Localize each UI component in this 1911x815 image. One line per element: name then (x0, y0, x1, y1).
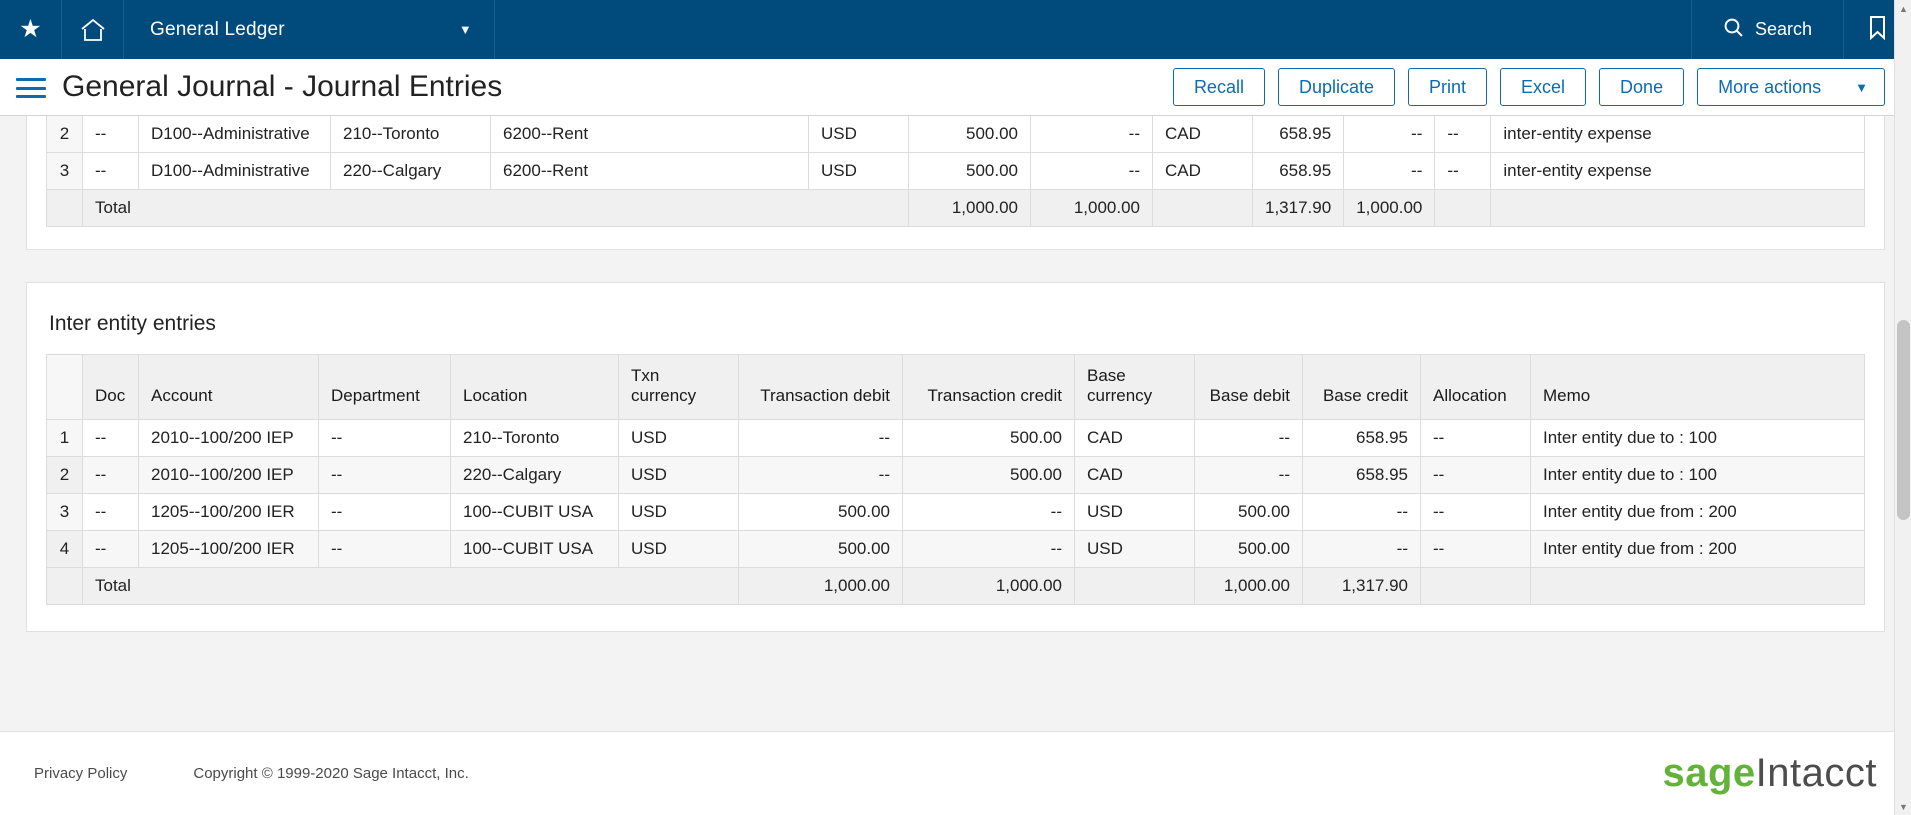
chevron-down-icon: ▼ (1855, 79, 1868, 95)
cell-base-currency[interactable]: CAD (1153, 153, 1253, 190)
table-row[interactable] (47, 419, 1865, 456)
module-selector[interactable] (124, 0, 495, 59)
cell-base-currency[interactable]: USD (1075, 493, 1195, 530)
sage-intacct-logo (1662, 751, 1877, 796)
cell-allocation[interactable]: -- (1421, 419, 1531, 456)
list-menu-icon-bar (16, 95, 46, 98)
row-number: 2 (47, 116, 83, 153)
cell-base-currency[interactable]: CAD (1153, 116, 1253, 153)
cell-account[interactable]: 6200--Rent (491, 153, 809, 190)
table-row[interactable] (47, 530, 1865, 567)
total-base-debit: 1,000.00 (1195, 567, 1303, 604)
page-scrollbar[interactable] (1894, 0, 1911, 815)
cell-account[interactable]: 6200--Rent (491, 116, 809, 153)
total-base-credit: 1,317.90 (1303, 567, 1421, 604)
scroll-up-icon[interactable]: ▲ (1899, 3, 1908, 14)
topnav-spacer (495, 0, 1691, 59)
cell-doc[interactable]: -- (83, 419, 139, 456)
cell-txn-credit[interactable]: -- (1031, 153, 1153, 190)
table-row[interactable] (47, 116, 1865, 153)
header-transaction-debit[interactable]: Transaction debit (739, 355, 903, 420)
total-memo-spacer (1531, 567, 1865, 604)
total-txn-credit: 1,000.00 (903, 567, 1075, 604)
cell-base-debit[interactable]: 658.95 (1253, 153, 1344, 190)
inter-entity-section-title: Inter entity entries (49, 312, 216, 335)
cell-location[interactable]: 100--CUBIT USA (451, 530, 619, 567)
row-number: 3 (47, 493, 83, 530)
cell-account[interactable]: 2010--100/200 IEP (139, 456, 319, 493)
more-actions-button[interactable] (1697, 68, 1885, 106)
cell-memo[interactable]: Inter entity due to : 100 (1531, 419, 1865, 456)
total-base-currency-spacer (1153, 190, 1253, 227)
table-total-row (47, 567, 1865, 604)
home-icon (79, 17, 107, 43)
header-allocation[interactable]: Allocation (1421, 355, 1531, 420)
total-memo-spacer (1491, 190, 1865, 227)
row-number: 3 (47, 153, 83, 190)
total-label: Total (83, 190, 909, 227)
cell-location[interactable]: 220--Calgary (451, 456, 619, 493)
cell-department[interactable]: D100--Administrative (139, 116, 331, 153)
cell-base-debit[interactable]: 500.00 (1195, 493, 1303, 530)
recall-button[interactable]: Recall (1173, 68, 1265, 106)
cell-doc[interactable]: -- (83, 153, 139, 190)
journal-entries-card (26, 116, 1885, 250)
cell-txn-currency[interactable]: USD (619, 493, 739, 530)
cell-doc[interactable]: -- (83, 530, 139, 567)
cell-base-currency[interactable]: USD (1075, 530, 1195, 567)
cell-memo[interactable]: inter-entity expense (1491, 153, 1865, 190)
page-title: General Journal - Journal Entries (62, 70, 503, 103)
cell-allocation[interactable]: -- (1435, 153, 1491, 190)
table-header-row (47, 355, 1865, 420)
cell-base-credit[interactable]: 658.95 (1303, 456, 1421, 493)
cell-department[interactable]: -- (319, 419, 451, 456)
total-txn-credit: 1,000.00 (1031, 190, 1153, 227)
cell-location[interactable]: 210--Toronto (331, 116, 491, 153)
cell-base-credit[interactable]: -- (1303, 493, 1421, 530)
top-navigation-bar (0, 0, 1911, 59)
cell-txn-debit[interactable]: -- (739, 456, 903, 493)
cell-department[interactable]: -- (319, 530, 451, 567)
cell-txn-credit[interactable]: 500.00 (903, 419, 1075, 456)
header-base-debit[interactable]: Base debit (1195, 355, 1303, 420)
total-txn-debit: 1,000.00 (739, 567, 903, 604)
global-search-button[interactable] (1691, 0, 1843, 59)
header-base-credit[interactable]: Base credit (1303, 355, 1421, 420)
cell-department[interactable]: D100--Administrative (139, 153, 331, 190)
total-row-spacer (47, 190, 83, 227)
cell-memo[interactable]: inter-entity expense (1491, 116, 1865, 153)
header-row-number (47, 355, 83, 420)
favorites-button[interactable] (0, 0, 62, 59)
cell-txn-currency[interactable]: USD (619, 530, 739, 567)
page-content (0, 116, 1911, 815)
print-button[interactable]: Print (1408, 68, 1487, 106)
cell-txn-debit[interactable]: -- (739, 419, 903, 456)
inter-entity-entries-card (26, 282, 1885, 632)
cell-account[interactable]: 1205--100/200 IER (139, 530, 319, 567)
scrollbar-thumb[interactable] (1897, 320, 1910, 520)
header-txn-currency[interactable]: Txn currency (619, 355, 739, 420)
scroll-down-icon[interactable]: ▼ (1899, 801, 1908, 812)
list-menu-icon-bar (16, 78, 46, 81)
list-menu-icon[interactable] (16, 76, 46, 98)
header-doc[interactable]: Doc (83, 355, 139, 420)
cell-base-debit[interactable]: -- (1195, 419, 1303, 456)
total-row-spacer (47, 567, 83, 604)
cell-txn-debit[interactable]: 500.00 (739, 493, 903, 530)
page-header (0, 59, 1911, 116)
home-button[interactable] (62, 0, 124, 59)
cell-location[interactable]: 220--Calgary (331, 153, 491, 190)
inter-entity-table (46, 354, 1865, 605)
cell-account[interactable]: 1205--100/200 IER (139, 493, 319, 530)
more-actions-label: More actions (1718, 77, 1822, 97)
logo-intacct-text: Intacct (1755, 751, 1877, 795)
cell-doc[interactable]: -- (83, 456, 139, 493)
module-selector-label: General Ledger (150, 18, 285, 40)
cell-txn-credit[interactable]: -- (1031, 116, 1153, 153)
cell-base-credit[interactable]: -- (1344, 116, 1435, 153)
cell-base-debit[interactable]: 658.95 (1253, 116, 1344, 153)
cell-account[interactable]: 2010--100/200 IEP (139, 419, 319, 456)
header-account[interactable]: Account (139, 355, 319, 420)
cell-txn-debit[interactable]: 500.00 (739, 530, 903, 567)
star-icon: ★ (19, 15, 42, 43)
header-memo[interactable]: Memo (1531, 355, 1865, 420)
table-total-row (47, 190, 1865, 227)
privacy-policy-link[interactable]: Privacy Policy (34, 765, 128, 782)
cell-allocation[interactable]: -- (1435, 116, 1491, 153)
cell-base-currency[interactable]: CAD (1075, 456, 1195, 493)
header-department[interactable]: Department (319, 355, 451, 420)
cell-base-credit[interactable]: -- (1303, 530, 1421, 567)
table-row[interactable] (47, 456, 1865, 493)
header-location[interactable]: Location (451, 355, 619, 420)
total-txn-debit: 1,000.00 (909, 190, 1031, 227)
cell-memo[interactable]: Inter entity due from : 200 (1531, 530, 1865, 567)
cell-txn-currency[interactable]: USD (809, 116, 909, 153)
cell-base-debit[interactable]: 500.00 (1195, 530, 1303, 567)
cell-txn-currency[interactable]: USD (619, 419, 739, 456)
cell-base-credit[interactable]: -- (1344, 153, 1435, 190)
total-base-debit: 1,317.90 (1253, 190, 1344, 227)
total-base-credit: 1,000.00 (1344, 190, 1435, 227)
journal-entries-table (46, 116, 1865, 227)
cell-department[interactable]: -- (319, 493, 451, 530)
cell-department[interactable]: -- (319, 456, 451, 493)
cell-base-credit[interactable]: 658.95 (1303, 419, 1421, 456)
page-action-buttons (1173, 68, 1885, 106)
chevron-down-icon: ▼ (458, 22, 472, 37)
table-row[interactable] (47, 493, 1865, 530)
copyright-text: Copyright © 1999-2020 Sage Intacct, Inc. (193, 765, 469, 782)
header-base-currency[interactable]: Base currency (1075, 355, 1195, 420)
cell-txn-debit[interactable]: 500.00 (909, 116, 1031, 153)
cell-allocation[interactable]: -- (1421, 456, 1531, 493)
row-number: 2 (47, 456, 83, 493)
table-row[interactable] (47, 153, 1865, 190)
row-number: 4 (47, 530, 83, 567)
cell-memo[interactable]: Inter entity due from : 200 (1531, 493, 1865, 530)
total-allocation-spacer (1421, 567, 1531, 604)
row-number: 1 (47, 419, 83, 456)
cell-txn-debit[interactable]: 500.00 (909, 153, 1031, 190)
header-transaction-credit[interactable]: Transaction credit (903, 355, 1075, 420)
cell-txn-credit[interactable]: 500.00 (903, 456, 1075, 493)
bookmark-icon (1868, 15, 1887, 45)
cell-doc[interactable]: -- (83, 116, 139, 153)
excel-button[interactable]: Excel (1500, 68, 1586, 106)
cell-base-currency[interactable]: CAD (1075, 419, 1195, 456)
cell-doc[interactable]: -- (83, 493, 139, 530)
duplicate-button[interactable]: Duplicate (1278, 68, 1395, 106)
page-footer (0, 731, 1911, 815)
cell-location[interactable]: 100--CUBIT USA (451, 493, 619, 530)
cell-txn-currency[interactable]: USD (809, 153, 909, 190)
total-label: Total (83, 567, 739, 604)
cell-memo[interactable]: Inter entity due to : 100 (1531, 456, 1865, 493)
logo-sage-text: sage (1662, 751, 1756, 795)
done-button[interactable]: Done (1599, 68, 1684, 106)
cell-allocation[interactable]: -- (1421, 493, 1531, 530)
global-search-label: Search (1754, 19, 1812, 39)
cell-txn-credit[interactable]: -- (903, 493, 1075, 530)
cell-location[interactable]: 210--Toronto (451, 419, 619, 456)
list-menu-icon-bar (16, 87, 46, 90)
cell-txn-currency[interactable]: USD (619, 456, 739, 493)
total-base-currency-spacer (1075, 567, 1195, 604)
cell-allocation[interactable]: -- (1421, 530, 1531, 567)
total-allocation-spacer (1435, 190, 1491, 227)
search-icon (1723, 17, 1744, 43)
cell-txn-credit[interactable]: -- (903, 530, 1075, 567)
cell-base-debit[interactable]: -- (1195, 456, 1303, 493)
